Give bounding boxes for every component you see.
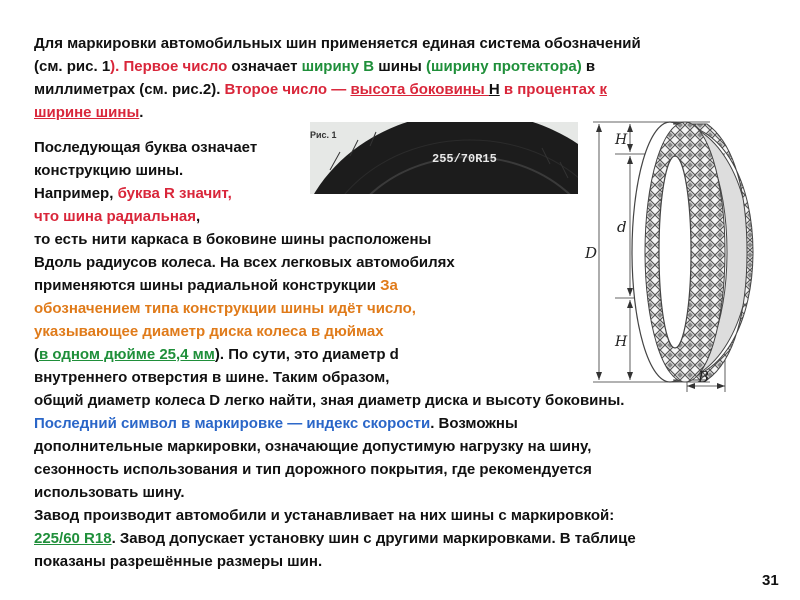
tire-photo-svg: [310, 122, 578, 194]
para2-line5: [34, 229, 431, 252]
label-H-top: H: [615, 132, 628, 148]
para2-line8: [34, 298, 416, 321]
para2-line7: [34, 275, 398, 298]
tire-size-link[interactable]: 225/60 R18: [34, 530, 112, 547]
para2-line15: [34, 459, 592, 482]
para2-line19: [34, 551, 322, 574]
figure1-photo: [310, 122, 578, 194]
p2-l1: Последующая буква означает: [34, 139, 258, 156]
in-percent-text: в процентах: [499, 81, 600, 98]
p2-l10a: (: [34, 346, 39, 363]
p2-l19: показаны разрешённые размеры шин.: [34, 553, 323, 570]
sidewall-height-link[interactable]: высота боковины: [350, 81, 489, 98]
para1-line1: [34, 33, 641, 56]
p2-l12: общий диаметр колеса D легко найти, зная диаметр диска и высоту боковины.: [34, 392, 625, 409]
para2-line13: [34, 413, 518, 436]
figure2-diagram: [575, 110, 795, 395]
para2-line1: [34, 137, 257, 160]
para1-l2a: (см. рис. 1: [34, 58, 111, 75]
para2-line2: [34, 160, 183, 183]
tire-marking: 255/70R15: [432, 152, 497, 166]
p2-l13b: . Возможны: [430, 415, 518, 432]
label-d: d: [617, 218, 627, 236]
p2-l10c: ). По сути, это диаметр d: [214, 346, 399, 363]
p2-l7a: применяются шины радиальной конструкции: [34, 277, 381, 294]
para1-l3a: миллиметрах (см. рис.2).: [34, 81, 225, 98]
para2-line16: [34, 482, 184, 505]
second-number-text: Второе число —: [224, 81, 351, 98]
para1-l2c: означает: [227, 58, 302, 75]
to-link[interactable]: к: [599, 81, 607, 98]
width-b-text: ширину В: [301, 58, 375, 75]
para1-l2e: шины: [374, 58, 427, 75]
p2-l5: то есть нити каркаса в боковине шины расположены: [34, 231, 432, 248]
para2-line10: [34, 344, 399, 367]
label-H-bottom: H: [615, 334, 628, 350]
radial-tire-text: что шина радиальная: [34, 208, 196, 225]
para2-line11: [34, 367, 389, 390]
p2-l4b: ,: [195, 208, 201, 225]
para2-line3: [34, 183, 232, 206]
tire-width-link[interactable]: ширине шины: [34, 104, 140, 121]
p2-l9: указывающее диаметр диска колеса в дюймах: [34, 323, 384, 340]
para1-line3: [34, 79, 607, 102]
para2-line12: [34, 390, 624, 413]
label-D: D: [585, 244, 598, 262]
para1-line4: [34, 102, 143, 125]
p2-l7b: За: [380, 277, 398, 294]
p2-l18b: . Завод допускает установку шин с другими маркировками. В таблице: [111, 530, 636, 547]
tread-width-text: (ширину протектора): [426, 58, 582, 75]
p2-l6: Вдоль радиусов колеса. На всех легковых автомобилях: [34, 254, 455, 271]
speed-index-text: Последний символ в маркировке — индекс скорости: [34, 415, 431, 432]
p2-l14: дополнительные маркировки, означающие допустимую нагрузку на шину,: [34, 438, 592, 455]
para1-line2: [34, 56, 595, 79]
label-B: B: [698, 368, 710, 386]
p2-l3a: Например,: [34, 185, 118, 202]
para2-line14: [34, 436, 591, 459]
para2-line6: [34, 252, 455, 275]
p2-l8: обозначением типа конструкции шины идёт число,: [34, 300, 416, 317]
p2-l2: конструкцию шины.: [34, 162, 184, 179]
inch-mm-link[interactable]: в одном дюйме 25,4 мм: [39, 346, 215, 363]
para1-l4b: .: [139, 104, 144, 121]
p2-l15: сезонность использования и тип дорожного покрытия, где рекомендуется: [34, 461, 592, 478]
p2-l16: использовать шину.: [34, 484, 185, 501]
p2-l11: внутреннего отверстия в шине. Таким образом,: [34, 369, 390, 386]
letter-r-text: буква R значит,: [117, 185, 232, 202]
first-number-text: ). Первое число: [110, 58, 228, 75]
page-number: 31: [762, 572, 779, 589]
fig1-label: Рис. 1: [310, 130, 337, 140]
para2-line4: [34, 206, 200, 229]
para2-line17: [34, 505, 614, 528]
p2-l17: Завод производит автомобили и устанавливает на них шины с маркировкой:: [34, 507, 615, 524]
para2-line9: [34, 321, 384, 344]
para2-line18: [34, 528, 636, 551]
para1-l1: Для маркировки автомобильных шин применяется единая система обозначений: [34, 35, 641, 52]
para1-l2g: в: [581, 58, 596, 75]
h-letter: Н: [488, 81, 500, 98]
